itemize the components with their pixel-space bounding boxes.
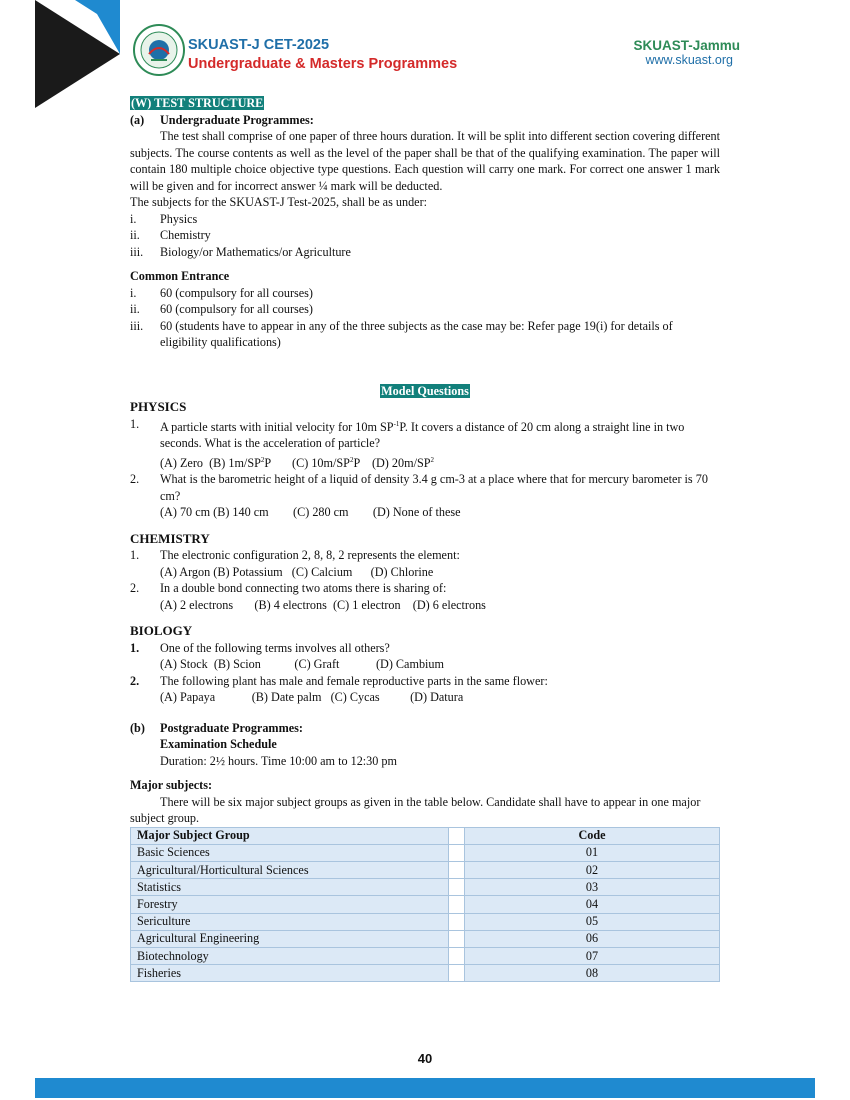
exam-duration: Duration: 2½ hours. Time 10:00 am to 12:30 pm [160, 753, 397, 768]
list-item: i. Physics [130, 211, 198, 226]
footer-bar [35, 1078, 815, 1098]
question-options: (A) Argon (B) Potassium (C) Calcium (D) Chlorine [160, 564, 434, 579]
model-questions-heading: Model Questions [381, 383, 469, 398]
table-row: Agricultural/Horticultural Sciences 02 [131, 862, 720, 879]
question-item: 2. The following plant has male and female reproductive parts in the same flower: [130, 673, 548, 688]
pg-heading: (b) Postgraduate Programmes: [130, 720, 303, 735]
physics-heading: PHYSICS [130, 399, 187, 414]
page-number: 40 [417, 1051, 433, 1066]
table-row: Forestry 04 [131, 896, 720, 913]
ug-paragraph: The test shall comprise of one paper of three hours duration. It will be split into different section covering different subjects. The course contents as well as the level of the paper shall be that of the qualifying examination. The paper will contain 180 multiple choice objective type questions. Each question will carry one mark. For correct one answer 1 mark will be given and for incorrect answer ¼ mark will be deducted. [130, 129, 721, 193]
common-entrance-heading: Common Entrance [130, 269, 230, 283]
table-row: Basic Sciences 01 [131, 844, 720, 861]
chemistry-heading: CHEMISTRY [130, 530, 210, 546]
page-content [130, 95, 720, 982]
table-header-row [131, 827, 720, 844]
list-item: ii. Chemistry [130, 228, 211, 242]
question-options: (A) Papaya (B) Date palm (C) Cycas (D) Datura [160, 690, 464, 705]
table-header-group: Major Subject Group [131, 827, 449, 844]
corner-triangle-graphic [35, 0, 120, 108]
table-row: Biotechnology 07 [131, 947, 720, 964]
major-subjects-table [130, 827, 720, 983]
question-item: 2. What is the barometric height of a liquid of density 3.4 g cm-3 at a place where that for mercury barometer is 70 cm? [130, 472, 708, 503]
biology-heading: BIOLOGY [130, 623, 193, 639]
test-structure-heading: (W) TEST STRUCTURE [131, 96, 264, 110]
header-title: SKUAST-J CET-2025 [188, 37, 330, 53]
question-options: (A) Zero (B) $1m/SP^2P$ (C) $10m/SP^2P$ (D) $20m/SP^2$ [160, 455, 435, 470]
major-subjects-paragraph: There will be six major subject groups as given in the table below. Candidate shall have to appear in one major subject group. [130, 794, 701, 826]
exam-schedule-heading: Examination Schedule [160, 737, 277, 752]
list-item: iii. Biology/or Mathematics/or Agriculture [130, 244, 351, 259]
table-header-code: Code [465, 827, 720, 844]
table-row: Fisheries 08 [131, 965, 720, 982]
table-row: Agricultural Engineering 06 [131, 930, 720, 947]
question-item: 1. One of the following terms involves all others? [130, 640, 390, 655]
header-subtitle: Undergraduate & Masters Programmes [188, 56, 458, 72]
question-options: (A) 2 electrons (B) 4 electrons (C) 1 electron (D) 6 electrons [160, 597, 486, 612]
major-subjects-heading: Major subjects: [130, 778, 213, 793]
subjects-list [130, 211, 720, 261]
question-item: 1. A particle starts with initial velocity for 10m $SP^{-1}P$. It covers a distance of 20 cm along a straight line in two seconds. What is the acceleration of particle? [130, 416, 685, 451]
list-item: ii. 60 (compulsory for all courses) [130, 302, 313, 316]
header-org: SKUAST-Jammu [633, 38, 740, 53]
university-seal-logo [133, 24, 185, 76]
question-item: 2. In a double bond connecting two atoms there is sharing of: [130, 581, 447, 596]
header-website[interactable]: www.skuast.org [645, 53, 733, 67]
list-item: iii. 60 (students have to appear in any of the three subjects as the case may be: Refer page 19(i) for details of eligibility qualifications) [130, 318, 673, 349]
question-item: 1. The electronic configuration 2, 8, 8, 2 represents the element: [130, 548, 460, 563]
list-item: i. 60 (compulsory for all courses) [130, 285, 313, 300]
table-row: Sericulture 05 [131, 913, 720, 930]
question-options: (A) 70 cm (B) 140 cm (C) 280 cm (D) None of these [160, 505, 461, 520]
table-row: Statistics 03 [131, 879, 720, 896]
ug-heading: (a) Undergraduate Programmes: [130, 112, 314, 127]
subjects-intro: The subjects for the SKUAST-J Test-2025, shall be as under: [130, 195, 428, 209]
question-options: (A) Stock (B) Scion (C) Graft (D) Cambium [160, 657, 444, 672]
common-entrance-list [130, 285, 720, 351]
